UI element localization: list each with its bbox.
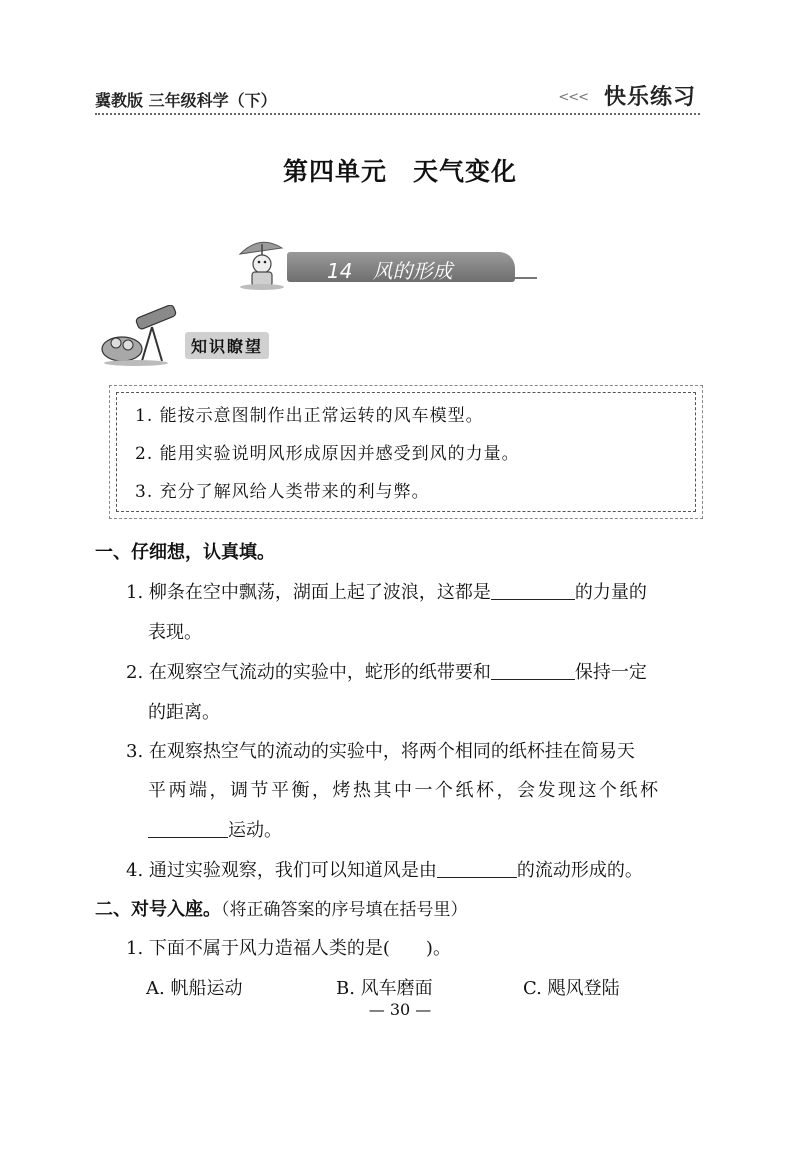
umbrella-mascot-icon [232,234,292,290]
section-2-instruction: （将正确答案的序号填在括号里） [221,900,468,920]
goal-item: 3. 充分了解风给人类带来的利与弊。 [135,482,430,502]
answer-blank[interactable] [437,859,517,878]
question-3-line-3: 运动。 [148,816,282,842]
question-4: 4. 通过实验观察，我们可以知道风是由 的流动形成的。 [126,860,643,881]
goal-item: 2. 能用实验说明风形成原因并感受到风的力量。 [135,444,520,464]
question-2-line-2: 的距离。 [148,702,220,723]
goal-item: 1. 能按示意图制作出正常运转的风车模型。 [135,406,484,426]
answer-blank[interactable] [148,819,228,838]
question-1-line-2: 表现。 [148,622,202,643]
lesson-underline [515,277,537,279]
header-divider [95,113,700,115]
page-number: — 30 — [368,1000,432,1019]
section-1-title: 一、仔细想，认真填。 [95,542,275,563]
section-2-title: 二、对号入座。（将正确答案的序号填在括号里） [95,899,468,920]
question-3-line-2: 平两端，调节平衡，烤热其中一个纸杯，会发现这个纸杯 [148,780,661,801]
option-b[interactable]: B. 风车磨面 [336,978,433,999]
option-c[interactable]: C. 飓风登陆 [523,978,620,999]
question-2-line-1: 2. 在观察空气流动的实验中，蛇形的纸带要和 保持一定 [126,662,647,683]
answer-blank[interactable] [491,581,575,600]
option-a[interactable]: A. 帆船运动 [146,978,243,999]
page-header [95,78,700,112]
lesson-title: 14 风的形成 [327,259,453,283]
knowledge-section-heading [100,305,300,367]
series-title: 快乐练习 [603,85,696,110]
chevron-left-icon: <<< [558,90,588,105]
unit-title: 第四单元 天气变化 [282,157,517,186]
knowledge-title: 知识瞭望 [185,332,269,359]
lesson-banner [232,234,562,290]
question-1-line-1: 1. 柳条在空中飘荡，湖面上起了波浪，这都是 的力量的 [126,582,647,603]
question-3-line-1: 3. 在观察热空气的流动的实验中，将两个相同的纸杯挂在简易天 [126,741,635,762]
learning-goals-box [116,392,696,512]
multiple-choice-question-1: 1. 下面不属于风力造福人类的是( )。 [126,938,451,959]
book-edition-label: 冀教版 三年级科学（下） [95,91,277,110]
answer-blank[interactable] [491,661,575,680]
telescope-icon [100,305,185,367]
